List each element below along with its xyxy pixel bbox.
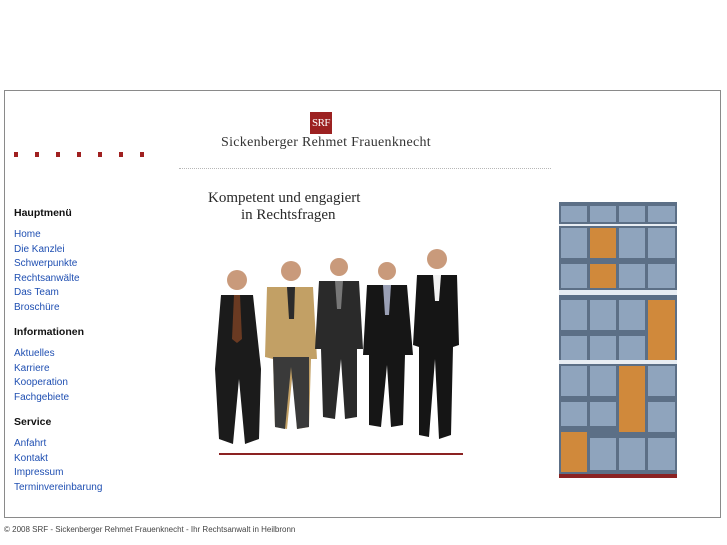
nav-link-kooperation[interactable]: Kooperation <box>14 377 68 388</box>
person-figure <box>215 270 261 444</box>
nav-heading-hauptmenu: Hauptmenü <box>14 207 72 219</box>
person-figure <box>315 258 363 419</box>
photo-underline <box>219 453 463 455</box>
nav-group-informationen <box>14 326 174 405</box>
nav-link-aktuelles[interactable]: Aktuelles <box>14 348 55 359</box>
person-figure <box>265 261 317 429</box>
nav-link-home[interactable]: Home <box>14 229 41 240</box>
slogan <box>208 190 408 224</box>
decorative-dots <box>14 152 154 158</box>
slogan-line-2: in Rechtsfragen <box>241 207 336 223</box>
page-frame <box>4 90 721 518</box>
nav-link-broschuere[interactable]: Broschüre <box>14 301 60 313</box>
nav-group-service <box>14 416 174 495</box>
nav-heading-service: Service <box>14 416 52 428</box>
nav-link-die-kanzlei[interactable]: Die Kanzlei <box>14 243 65 255</box>
team-photo <box>201 239 463 455</box>
building-image <box>559 202 677 478</box>
firm-name: Sickenberger Rehmet Frauenknecht <box>221 135 431 150</box>
nav-group-hauptmenu <box>14 207 174 315</box>
sidebar-navigation <box>14 207 174 506</box>
nav-heading-informationen: Informationen <box>14 326 84 338</box>
nav-link-karriere[interactable]: Karriere <box>14 362 50 374</box>
nav-link-schwerpunkte[interactable]: Schwerpunkte <box>14 258 78 269</box>
nav-link-das-team[interactable]: Das Team <box>14 287 59 298</box>
nav-link-kontakt[interactable]: Kontakt <box>14 452 48 464</box>
nav-link-fachgebiete[interactable]: Fachgebiete <box>14 391 70 403</box>
footer-copyright: © 2008 SRF - Sickenberger Rehmet Frauenknecht - Ihr Rechtsanwalt in Heilbronn <box>4 525 296 534</box>
srf-logo[interactable]: SRF <box>310 112 332 134</box>
slogan-line-1: Kompetent und engagiert <box>208 190 361 206</box>
person-figure <box>363 262 413 427</box>
nav-link-terminvereinbarung[interactable]: Terminvereinbarung <box>14 481 103 493</box>
nav-link-anfahrt[interactable]: Anfahrt <box>14 438 47 449</box>
person-figure <box>413 249 459 439</box>
header-divider <box>179 168 551 169</box>
nav-link-rechtsanwaelte[interactable]: Rechtsanwälte <box>14 272 80 284</box>
nav-link-impressum[interactable]: Impressum <box>14 467 64 478</box>
